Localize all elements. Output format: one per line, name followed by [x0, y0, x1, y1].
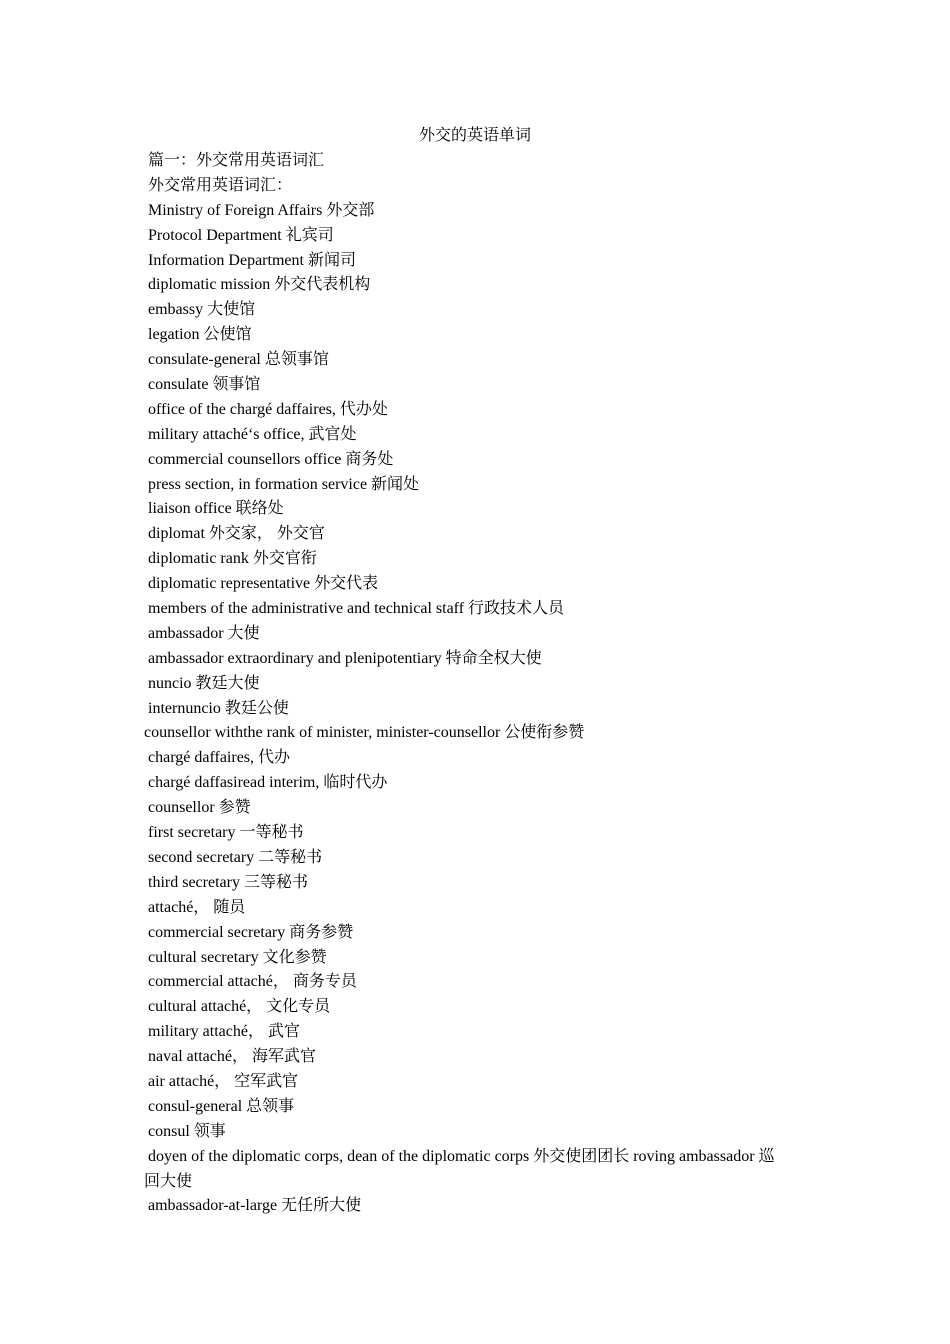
text-line: third secretary 三等秘书 [148, 873, 308, 891]
text-line: office of the chargé daffaires, 代办处 [148, 400, 388, 418]
text-line: chargé daffasiread interim, 临时代办 [148, 774, 388, 792]
text-line: diplomatic representative 外交代表 [148, 575, 379, 593]
text-line: military attaché， 武官 [148, 1023, 300, 1041]
text-line: second secretary 二等秘书 [148, 848, 323, 866]
text-line: counsellor withthe rank of minister, minister-counsellor 公使衔参赞 [144, 724, 585, 742]
text-line: doyen of the diplomatic corps, dean of the diplomatic corps 外交使团团长 roving ambassador 巡 [148, 1147, 775, 1165]
text-line: consulate-general 总领事馆 [148, 351, 329, 369]
text-line: counsellor 参赞 [148, 799, 251, 817]
text-line: commercial secretary 商务参赞 [148, 923, 354, 941]
text-line: press section, in formation service 新闻处 [148, 475, 420, 493]
text-line: cultural secretary 文化参赞 [148, 948, 327, 966]
text-line: cultural attaché， 文化专员 [148, 998, 331, 1016]
text-line: ambassador 大使 [148, 624, 260, 642]
text-line: liaison office 联络处 [148, 500, 284, 518]
text-line: embassy 大使馆 [148, 301, 256, 319]
text-line: 篇一：外交常用英语词汇 [148, 152, 325, 169]
text-line: consul 领事 [148, 1122, 226, 1140]
document-title: 外交的英语单词 [418, 127, 531, 144]
text-line: Information Department 新闻司 [148, 251, 356, 269]
text-line: Protocol Department 礼宾司 [148, 226, 334, 244]
vocabulary-list [0, 149, 950, 1219]
text-line: Ministry of Foreign Affairs 外交部 [148, 201, 375, 219]
text-line: ambassador-at-large 无任所大使 [148, 1197, 362, 1215]
text-line: consulate 领事馆 [148, 376, 261, 394]
text-line: commercial counsellors office 商务处 [148, 450, 394, 468]
text-line: diplomatic rank 外交官衔 [148, 550, 317, 568]
text-line: naval attaché， 海军武官 [148, 1048, 316, 1066]
text-line: internuncio 教廷公使 [148, 699, 289, 717]
text-line: first secretary 一等秘书 [148, 824, 304, 842]
text-line: members of the administrative and technical staff 行政技术人员 [148, 600, 565, 618]
text-line: attaché， 随员 [148, 898, 246, 916]
text-line: commercial attaché， 商务专员 [148, 973, 357, 991]
text-line: military attaché‘s office, 武官处 [148, 425, 357, 443]
text-line: 回大使 [144, 1172, 193, 1190]
text-line: diplomat 外交家， 外交官 [148, 525, 325, 543]
text-line: diplomatic mission 外交代表机构 [148, 276, 371, 294]
text-line: nuncio 教廷大使 [148, 674, 260, 692]
text-line: chargé daffaires, 代办 [148, 749, 291, 767]
text-line: consul-general 总领事 [148, 1097, 295, 1115]
text-line: legation 公使馆 [148, 326, 252, 344]
text-line: ambassador extraordinary and plenipotentiary 特命全权大使 [148, 649, 542, 667]
text-line: air attaché， 空军武官 [148, 1072, 299, 1090]
text-line: 外交常用英语词汇： [148, 176, 293, 194]
